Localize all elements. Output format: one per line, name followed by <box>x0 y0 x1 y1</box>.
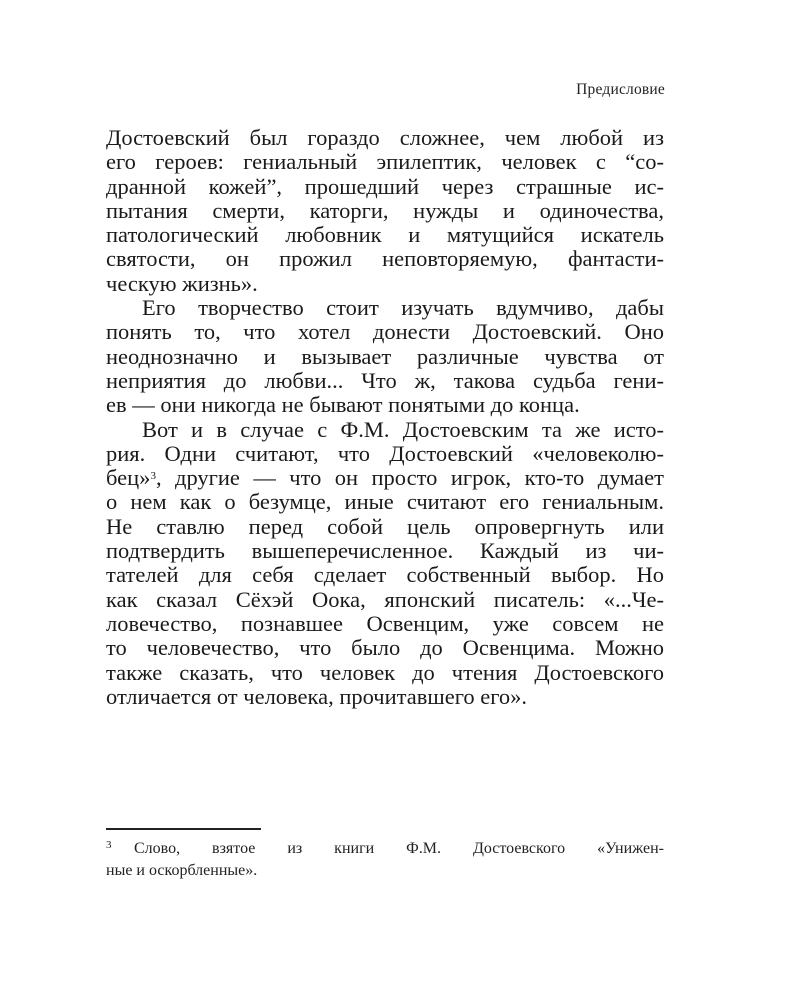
footnote <box>106 838 664 882</box>
text-line: пытания смерти, каторги, нужды и одиночества, <box>106 198 664 223</box>
text-line: Вот и в случае с Ф.М. Достоевским та же исто- <box>142 417 664 442</box>
text-line: его героев: гениальный эпилептик, человек с “со- <box>106 150 664 175</box>
text-line: как сказал Сёхэй Оока, японский писатель: «...Че- <box>106 587 664 612</box>
text-line: понять то, что хотел донести Достоевский. Оно <box>106 320 664 345</box>
text-line: тателей для себя сделает собственный выбор. Но <box>106 563 664 588</box>
text-line: Достоевский был гораздо сложнее, чем любой из <box>106 126 664 150</box>
text-line: неприятия до любви... Что ж, такова судьба гени- <box>106 368 664 393</box>
body-text <box>106 126 664 709</box>
text-line: также сказать, что человек до чтения Достоевского <box>106 660 664 685</box>
text-line: ловечество, познавшее Освенцим, уже совсем не <box>106 611 664 636</box>
text-line: ев — они никогда не бывают понятыми до конца. <box>106 393 580 418</box>
text-line: неоднозначно и вызывает различные чувства от <box>106 344 664 369</box>
text-line: Его творчество стоит изучать вдумчиво, дабы <box>142 296 664 321</box>
text-line: то человечество, что было до Освенцима. Можно <box>106 636 664 661</box>
text-line: подтвердить вышеперечисленное. Каждый из чи- <box>106 539 664 564</box>
footnote-reference[interactable]: 3 <box>150 470 156 483</box>
text-line: Не ставлю перед собой цель опровергнуть или <box>106 514 664 539</box>
text-fragment: , другие — что он просто игрок, кто-то думает <box>155 466 664 491</box>
running-head-title: Предисловие <box>576 81 665 98</box>
text-line: отличается от человека, прочитавшего его». <box>106 684 528 709</box>
footnote-text: Слово, взятое из книги Ф.М. Достоевского «Унижен- <box>134 840 664 857</box>
text-line-with-footnote-ref <box>106 466 664 490</box>
footnote-line: 3 Слово, взятое из книги Ф.М. Достоевского «Унижен- <box>106 839 664 857</box>
text-line: патологический любовник и мятущийся искатель <box>106 223 664 248</box>
footnote-line: ные и оскорбленные». <box>106 862 258 879</box>
text-fragment: бец» <box>106 466 151 491</box>
text-line: ческую жизнь». <box>106 271 258 296</box>
text-line: дранной кожей”, прошедший через страшные ис- <box>106 174 664 199</box>
text-line: о нем как о безумце, иные считают его гениальным. <box>106 490 664 515</box>
text-line: святости, он прожил неповторяемую, фантасти- <box>106 247 664 272</box>
text-line: рия. Одни считают, что Достоевский «человеколю- <box>106 441 664 466</box>
footnote-divider <box>106 828 261 830</box>
